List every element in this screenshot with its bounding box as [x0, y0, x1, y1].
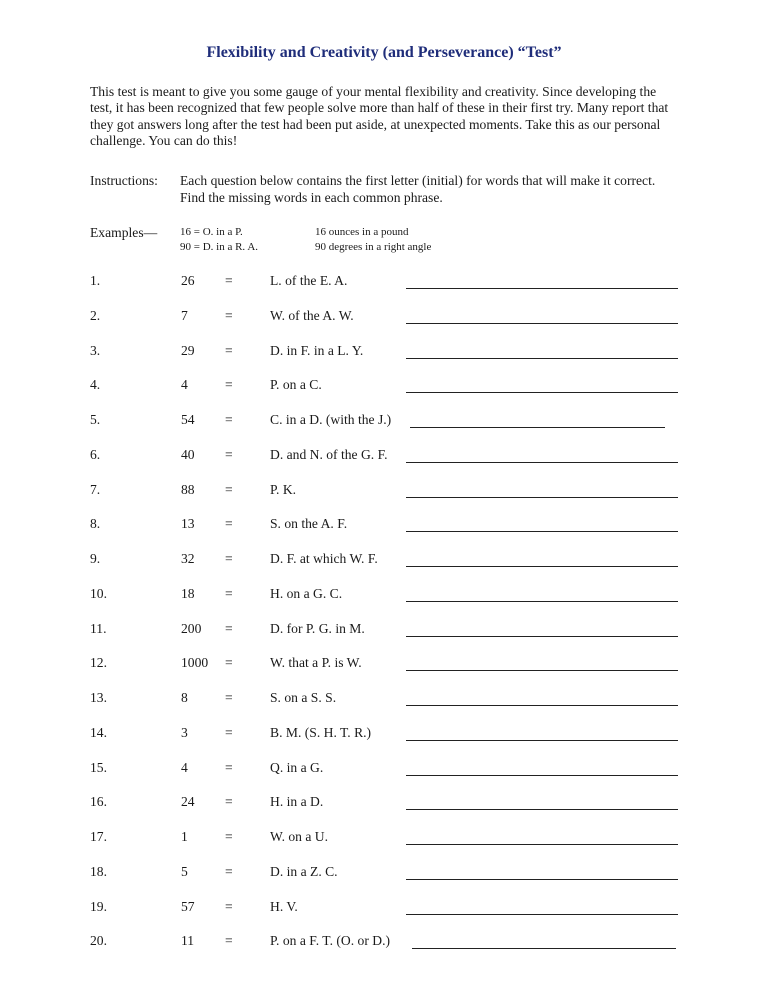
question-value: 5: [181, 863, 188, 879]
equals-sign: =: [225, 794, 233, 810]
question-row: [0, 794, 768, 816]
question-value: 24: [181, 794, 195, 810]
question-value: 18: [181, 585, 195, 601]
answer-blank[interactable]: [406, 323, 678, 324]
equals-sign: =: [225, 690, 233, 705]
question-number: 3.: [90, 342, 101, 358]
question-clue: D. in a Z. C.: [270, 863, 338, 879]
question-value: 57: [181, 898, 195, 914]
question-value: 3: [181, 724, 188, 740]
equals-sign: =: [225, 342, 233, 358]
answer-blank[interactable]: [406, 705, 678, 706]
equals-sign: =: [225, 516, 233, 532]
question-row: [0, 273, 768, 295]
equals-sign: =: [225, 273, 233, 288]
question-row: [0, 343, 768, 365]
question-clue: C. in a D. (with the J.): [270, 412, 392, 427]
question-clue: W. of the A. W.: [270, 307, 354, 323]
question-number: 12.: [90, 655, 107, 671]
question-number: 16.: [90, 794, 107, 810]
question-row: [0, 933, 768, 955]
question-value: 40: [181, 446, 195, 462]
equals-sign: =: [225, 412, 233, 427]
question-number: 20.: [90, 933, 107, 949]
question-value: 32: [181, 551, 195, 566]
answer-blank[interactable]: [406, 566, 678, 567]
example-meaning: 16 ounces in a pound: [315, 226, 409, 238]
question-value: 1000: [181, 655, 209, 671]
answer-blank[interactable]: [406, 358, 678, 359]
question-number: 5.: [90, 412, 101, 427]
equals-sign: =: [225, 863, 233, 879]
question-clue: H. on a G. C.: [270, 585, 343, 601]
question-value: 4: [181, 377, 188, 393]
instructions-label: Instructions:: [90, 173, 158, 188]
example-meaning: 90 degrees in a right angle: [315, 241, 432, 253]
question-clue: B. M. (S. H. T. R.): [270, 724, 372, 740]
question-value: 1: [181, 829, 188, 844]
question-number: 14.: [90, 724, 107, 740]
answer-blank[interactable]: [406, 531, 678, 532]
equals-sign: =: [225, 377, 233, 393]
question-clue: P. K.: [270, 481, 297, 497]
question-row: [0, 412, 768, 434]
answer-blank[interactable]: [406, 462, 678, 463]
question-value: 7: [181, 307, 188, 323]
question-number: 7.: [90, 481, 101, 497]
question-value: 29: [181, 342, 195, 358]
question-number: 8.: [90, 516, 101, 532]
question-row: [0, 586, 768, 608]
question-clue: S. on a S. S.: [270, 690, 337, 705]
question-number: 15.: [90, 759, 107, 775]
question-clue: W. on a U.: [270, 829, 329, 844]
answer-blank[interactable]: [406, 497, 678, 498]
answer-blank[interactable]: [406, 392, 678, 393]
answer-blank[interactable]: [406, 914, 678, 915]
question-clue: H. V.: [270, 898, 298, 914]
question-row: [0, 621, 768, 643]
question-row: [0, 829, 768, 851]
answer-blank[interactable]: [410, 427, 665, 428]
equals-sign: =: [225, 759, 233, 775]
answer-blank[interactable]: [406, 636, 678, 637]
question-number: 1.: [90, 273, 101, 288]
question-clue: L. of the E. A.: [270, 273, 348, 288]
equals-sign: =: [225, 933, 233, 949]
question-clue: D. and N. of the G. F.: [270, 446, 388, 462]
question-value: 4: [181, 759, 188, 775]
answer-blank[interactable]: [406, 809, 678, 810]
equals-sign: =: [225, 551, 233, 566]
question-number: 17.: [90, 829, 107, 844]
question-row: [0, 377, 768, 399]
answer-blank[interactable]: [406, 601, 678, 602]
answer-blank[interactable]: [406, 670, 678, 671]
question-clue: W. that a P. is W.: [270, 655, 362, 671]
page-title: Flexibility and Creativity (and Perseverance) “Test”: [206, 44, 562, 61]
question-value: 26: [181, 273, 195, 288]
question-value: 88: [181, 481, 195, 497]
question-clue: P. on a F. T. (O. or D.): [270, 933, 390, 949]
question-row: [0, 690, 768, 712]
question-row: [0, 899, 768, 921]
instructions-text: Each question below contains the first letter (initial) for words that will make it correct. Find the missing words in each common phrase.: [180, 173, 656, 205]
answer-blank[interactable]: [406, 879, 678, 880]
question-row: [0, 760, 768, 782]
equals-sign: =: [225, 898, 233, 914]
question-number: 19.: [90, 898, 107, 914]
equals-sign: =: [225, 724, 233, 740]
question-value: 11: [181, 933, 195, 949]
question-clue: Q. in a G.: [270, 759, 324, 775]
question-value: 54: [181, 412, 195, 427]
question-clue: S. on the A. F.: [270, 516, 348, 532]
answer-blank[interactable]: [406, 775, 678, 776]
equals-sign: =: [225, 829, 233, 844]
question-value: 13: [181, 516, 195, 532]
equals-sign: =: [225, 655, 233, 671]
answer-blank[interactable]: [412, 948, 676, 949]
question-row: [0, 516, 768, 538]
example-equation: 90 = D. in a R. A.: [180, 241, 259, 253]
equals-sign: =: [225, 620, 233, 636]
intro-paragraph: This test is meant to give you some gauge of your mental flexibility and creativity. Since developing the test, it has been recognized that few people solve more than half of these in their first try. Many report that they got answers long after the test had been put aside, at unexpected moments. Take this as our personal challenge. You can do this!: [90, 84, 669, 148]
equals-sign: =: [225, 307, 233, 323]
question-clue: H. in a D.: [270, 794, 324, 810]
question-number: 6.: [90, 446, 101, 462]
answer-blank[interactable]: [406, 844, 678, 845]
question-row: [0, 864, 768, 886]
question-number: 4.: [90, 377, 101, 393]
question-value: 200: [181, 620, 202, 636]
question-clue: P. on a C.: [270, 377, 322, 393]
question-clue: D. in F. in a L. Y.: [270, 342, 364, 358]
question-number: 18.: [90, 863, 107, 879]
question-clue: D. F. at which W. F.: [270, 551, 378, 566]
question-number: 11.: [90, 620, 107, 636]
equals-sign: =: [225, 446, 233, 462]
question-number: 2.: [90, 307, 101, 323]
equals-sign: =: [225, 585, 233, 601]
question-row: [0, 551, 768, 573]
question-row: [0, 308, 768, 330]
question-row: [0, 655, 768, 677]
answer-blank[interactable]: [406, 740, 678, 741]
example-equation: 16 = O. in a P.: [180, 226, 243, 238]
question-row: [0, 725, 768, 747]
question-row: [0, 482, 768, 504]
equals-sign: =: [225, 481, 233, 497]
question-clue: D. for P. G. in M.: [270, 620, 365, 636]
question-number: 9.: [90, 551, 101, 566]
answer-blank[interactable]: [406, 288, 678, 289]
examples-label: Examples—: [90, 225, 158, 240]
question-number: 10.: [90, 585, 107, 601]
question-row: [0, 447, 768, 469]
question-number: 13.: [90, 690, 107, 705]
question-value: 8: [181, 690, 188, 705]
